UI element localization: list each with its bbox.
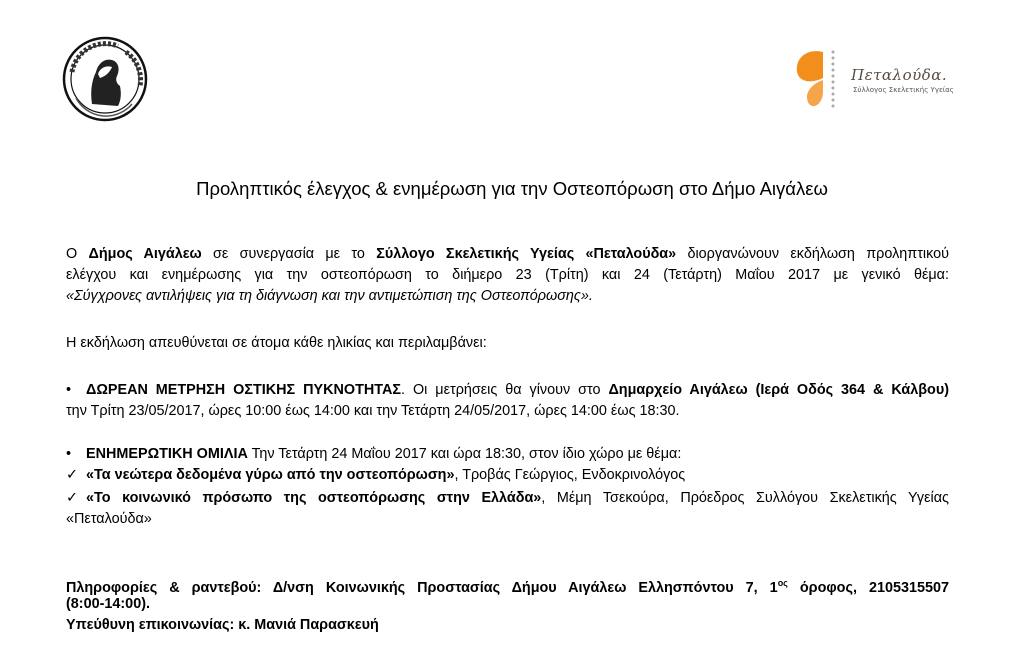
intro-line-2: ελέγχου και ενημέρωσης για την οστεοπόρωση το διήμερο 23 (Τρίτη) και 24 (Τετάρτη) Μαΐου 2017 με γενικό θέμα: bbox=[66, 267, 949, 283]
petalouda-logo bbox=[793, 44, 973, 114]
contact-hours: (8:00-14:00). bbox=[66, 596, 150, 612]
measurement-label: ΔΩΡΕΑΝ ΜΕΤΡΗΣΗ ΟΣΤΙΚΗΣ ΠΥΚΝΟΤΗΤΑΣ bbox=[86, 382, 402, 398]
contact-info: Πληροφορίες & ραντεβού: Δ/νση Κοινωνικής Προστασίας Δήμου Αιγάλεω Ελλησπόντου 7, $1^{o\varsigma}$ όροφος, 2105315507 bbox=[66, 578, 949, 596]
page-title: Προληπτικός έλεγχος & ενημέρωση για την Οστεοπόρωση στο Δήμο Αιγάλεω bbox=[196, 178, 828, 199]
logo-wordmark: Πεταλούδα. bbox=[851, 66, 948, 84]
measurement-venue: Δημαρχείο Αιγάλεω (Ιερά Οδός 364 & Κάλβου) bbox=[608, 382, 949, 398]
talk-topic-2: ✓ «Το κοινωνικό πρόσωπο της οστεοπόρωσης στην Ελλάδα», Μέμη Τσεκούρα, Πρόεδρος Συλλόγου Σκελετικής Υγείας bbox=[66, 488, 949, 509]
municipality-name: Δήμος Αιγάλεω bbox=[88, 246, 202, 262]
measurement-schedule: την Τρίτη 23/05/2017, ώρες 10:00 έως 14:00 και την Τετάρτη 24/05/2017, ώρες 14:00 έως 18:30. bbox=[66, 403, 680, 419]
logo-subtitle: Σύλλογος Σκελετικής Υγείας bbox=[853, 86, 954, 94]
intro-theme: «Σύγχρονες αντιλήψεις για τη διάγνωση και την αντιμετώπιση της Οστεοπόρωσης». bbox=[66, 288, 593, 304]
talk-item: • ΕΝΗΜΕΡΩΤΙΚΗ ΟΜΙΛΙΑ Την Τετάρτη 24 Μαΐου 2017 και ώρα 18:30, στον ίδιο χώρο με θέμα: bbox=[66, 444, 949, 465]
talk-label: ΕΝΗΜΕΡΩΤΙΚΗ ΟΜΙΛΙΑ bbox=[86, 446, 248, 462]
intro-line-1: Ο Δήμος Αιγάλεω σε συνεργασία με το Σύλλογο Σκελετικής Υγείας «Πεταλούδα» διοργανώνουν εκδήλωση προληπτικού bbox=[66, 246, 949, 262]
contact-responsible: Υπεύθυνη επικοινωνίας: κ. Μανιά Παρασκευή bbox=[66, 617, 379, 633]
checkmark-icon: ✓ bbox=[66, 467, 79, 483]
municipality-seal-logo bbox=[62, 36, 148, 122]
bullet-icon: • bbox=[66, 382, 72, 398]
audience-text: Η εκδήλωση απευθύνεται σε άτομα κάθε ηλικίας και περιλαμβάνει: bbox=[66, 335, 487, 351]
checkmark-icon: ✓ bbox=[66, 490, 79, 506]
bullet-icon: • bbox=[66, 446, 72, 462]
talk-topic-2-cont: «Πεταλούδα» bbox=[66, 511, 152, 527]
butterfly-icon bbox=[793, 44, 853, 114]
measurement-item: • ΔΩΡΕΑΝ ΜΕΤΡΗΣΗ ΟΣΤΙΚΗΣ ΠΥΚΝΟΤΗΤΑΣ. Οι μετρήσεις θα γίνουν στο Δημαρχείο Αιγάλεω (Ιερά Οδός 364 & Κάλβου) bbox=[66, 380, 949, 401]
talk-topic-1: ✓ «Τα νεώτερα δεδομένα γύρω από την οστεοπόρωση», Τροβάς Γεώργιος, Ενδοκρινολόγος bbox=[66, 465, 949, 486]
association-name: Σύλλογο Σκελετικής Υγείας «Πεταλούδα» bbox=[376, 246, 677, 262]
